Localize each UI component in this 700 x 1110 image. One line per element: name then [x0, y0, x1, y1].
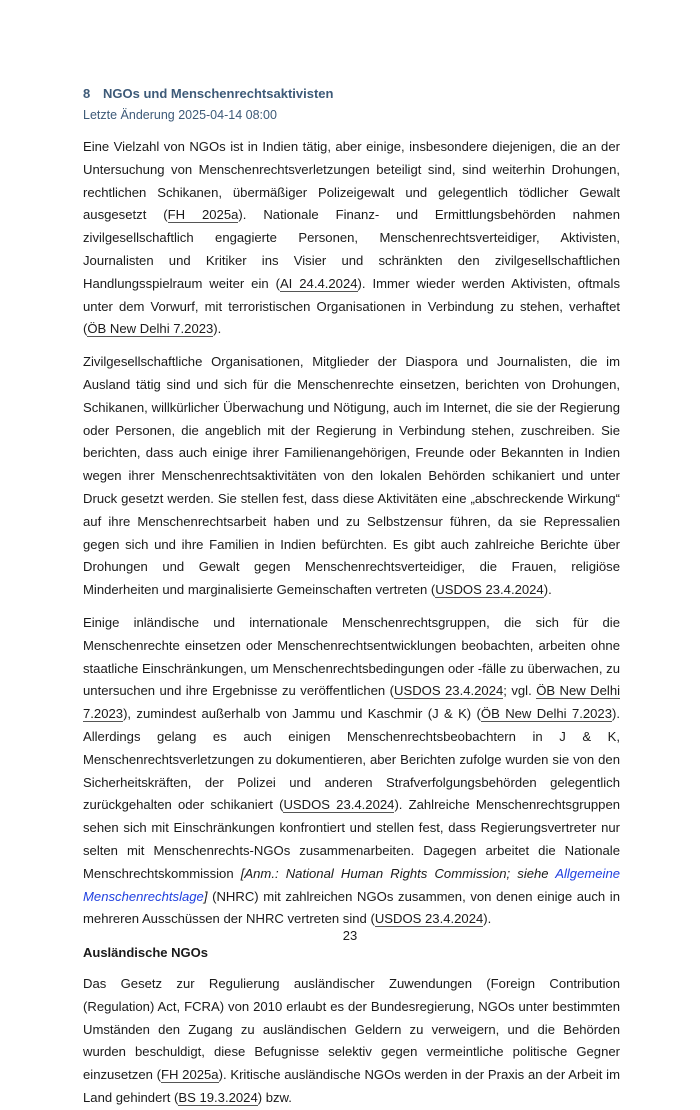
- note-text: [Anm.: National Human Rights Commission; siehe: [240, 865, 556, 881]
- text: ; vgl.: [503, 683, 537, 699]
- text: Das Gesetz zur Regulierung ausländischer Zuwendungen (Foreign Contribution (Regulation) Act, FCRA) von 2010 erlaubt es der Bundesregierung, NGOs unter bestimmten Umständen den Zugang zu ausländischen Geldern zu verweigern, und die Behörden wurden beschuldigt, diese Befugnisse selektiv gegen vermeintliche politische Gegner einzusetzen (: [83, 976, 620, 1083]
- source-link[interactable]: USDOS 23.4.2024: [394, 683, 504, 699]
- source-link[interactable]: AI 24.4.2024: [279, 275, 358, 291]
- paragraph-3: [83, 612, 620, 931]
- text: ).: [483, 911, 492, 927]
- paragraph-1: [83, 136, 620, 341]
- source-link[interactable]: ÖB New Delhi 7.2023: [87, 321, 214, 337]
- section-number: 8: [83, 86, 91, 101]
- source-link[interactable]: USDOS 23.4.2024: [435, 582, 544, 598]
- paragraph-4: [83, 973, 620, 1110]
- source-link[interactable]: USDOS 23.4.2024: [283, 797, 395, 813]
- source-link[interactable]: ÖB New Delhi 7.2023: [480, 706, 613, 722]
- text: ). Zahlreiche Menschenrechtsgruppen sehen sich mit Einschränkungen konfrontiert und stellen fest, dass Regierungsvertreter nur selten mit Menschenrechts-NGOs zusammenarbeiten. Dagegen arbeitet die Nationale Menschrechtskommission: [83, 797, 621, 881]
- subheading: Ausländische NGOs: [83, 945, 208, 961]
- page-number: 23: [342, 928, 358, 943]
- text: ) bzw.: [257, 1090, 292, 1106]
- source-link[interactable]: FH 2025a: [167, 207, 239, 223]
- text: ). Nationale Finanz- und Ermittlungsbehörden nahmen zivilgesellschaftlich engagierte Personen, Menschenrechtsverteidiger, Aktivisten, Journalisten und Kritiker ins Visier und schränkten den zivilgesellschaftlichen Handlungsspielraum weiter ein (: [83, 207, 620, 291]
- paragraph-2: [83, 351, 620, 602]
- source-link[interactable]: ÖB New Delhi 7.2023: [83, 683, 621, 722]
- note-text: ]: [203, 888, 208, 904]
- document-page: [83, 80, 620, 1110]
- last-modified: Letzte Änderung 2025-04-14 08:00: [83, 108, 277, 122]
- section-heading: [83, 85, 620, 103]
- text: ). Allerdings gelang es auch einigen Menschenrechtsbeobachtern in J & K, Menschenrechtsverletzungen zu dokumentieren, aber Berichten zufolge wurden sie von den Sicherheitskräften, der Polizei und anderen Strafverfolgungsbehörden gelegentlich zurückgehalten oder schikaniert (: [83, 706, 621, 813]
- source-link[interactable]: USDOS 23.4.2024: [374, 911, 484, 927]
- source-link[interactable]: FH 2025a: [160, 1067, 219, 1083]
- text: ).: [543, 582, 552, 598]
- text: Zivilgesellschaftliche Organisationen, Mitglieder der Diaspora und Journalisten, die im Ausland tätig sind und sich für die Menschenrechte einsetzen, berichten von Drohungen, Schikanen, willkürlicher Überwachung und Nötigung, auch im Internet, die sie der Regierung oder Personen, die angeblich mit der Regierung in Verbindung stehen, zuschreiben. Sie berichten, dass auch einige ihrer Familienangehörigen, Freunde oder Bekannten in Indien wegen ihrer Menschenrechtsaktivitäten von den lokalen Behörden schikaniert und unter Druck gesetzt werden. Sie stellen fest, dass diese Aktivitäten eine „abschreckende Wirkung“ auf ihre Menschenrechtsarbeit haben und zu Selbstzensur führen, da sie Repressalien gegen sich und ihre Familien in Indien befürchten. Es gibt auch zahlreiche Berichte über Drohungen und Gewalt gegen Menschenrechtsverteidiger, die Frauen, religiöse Minderheiten und marginalisierte Gemeinschaften vertreten (: [83, 354, 620, 598]
- text: ).: [213, 321, 222, 337]
- text: ), zumindest außerhalb von Jammu und Kaschmir (J & K) (: [123, 706, 481, 722]
- source-link[interactable]: BS 19.3.2024: [178, 1090, 258, 1106]
- text: Eine Vielzahl von NGOs ist in Indien tätig, aber einige, insbesondere diejenigen, die an der Untersuchung von Menschenrechtsverletzungen beteiligt sind, sind weiterhin Drohungen, rechtlichen Schikanen, übermäßiger Polizeigewalt und gelegentlich tödlicher Gewalt ausgesetzt (: [83, 139, 620, 223]
- text: (NHRC) mit zahlreichen NGOs zusammen, von denen einige auch in mehreren Ausschüssen der NHRC vertreten sind (: [83, 888, 620, 927]
- text: ). Immer wieder werden Aktivisten, oftmals unter dem Vorwurf, mit terroristischen Organisationen in Verbindung zu stehen, verhaftet (: [83, 275, 620, 337]
- text: ). Kritische ausländische NGOs werden in der Praxis an der Arbeit im Land gehindert (: [83, 1067, 620, 1106]
- section-title: NGOs und Menschenrechtsaktivisten: [103, 86, 334, 101]
- text: Einige inländische und internationale Menschenrechtsgruppen, die sich für die Menschenrechte einsetzen oder Menschenrechtsentwicklungen beobachten, arbeiten ohne staatliche Einschränkungen, um Menschenrechtsbedingungen oder -fälle zu überwachen, zu untersuchen und ihre Ergebnisse zu veröffentlichen (: [83, 614, 620, 699]
- cross-reference-link[interactable]: Allgemeine Menschenrechtslage: [83, 865, 621, 904]
